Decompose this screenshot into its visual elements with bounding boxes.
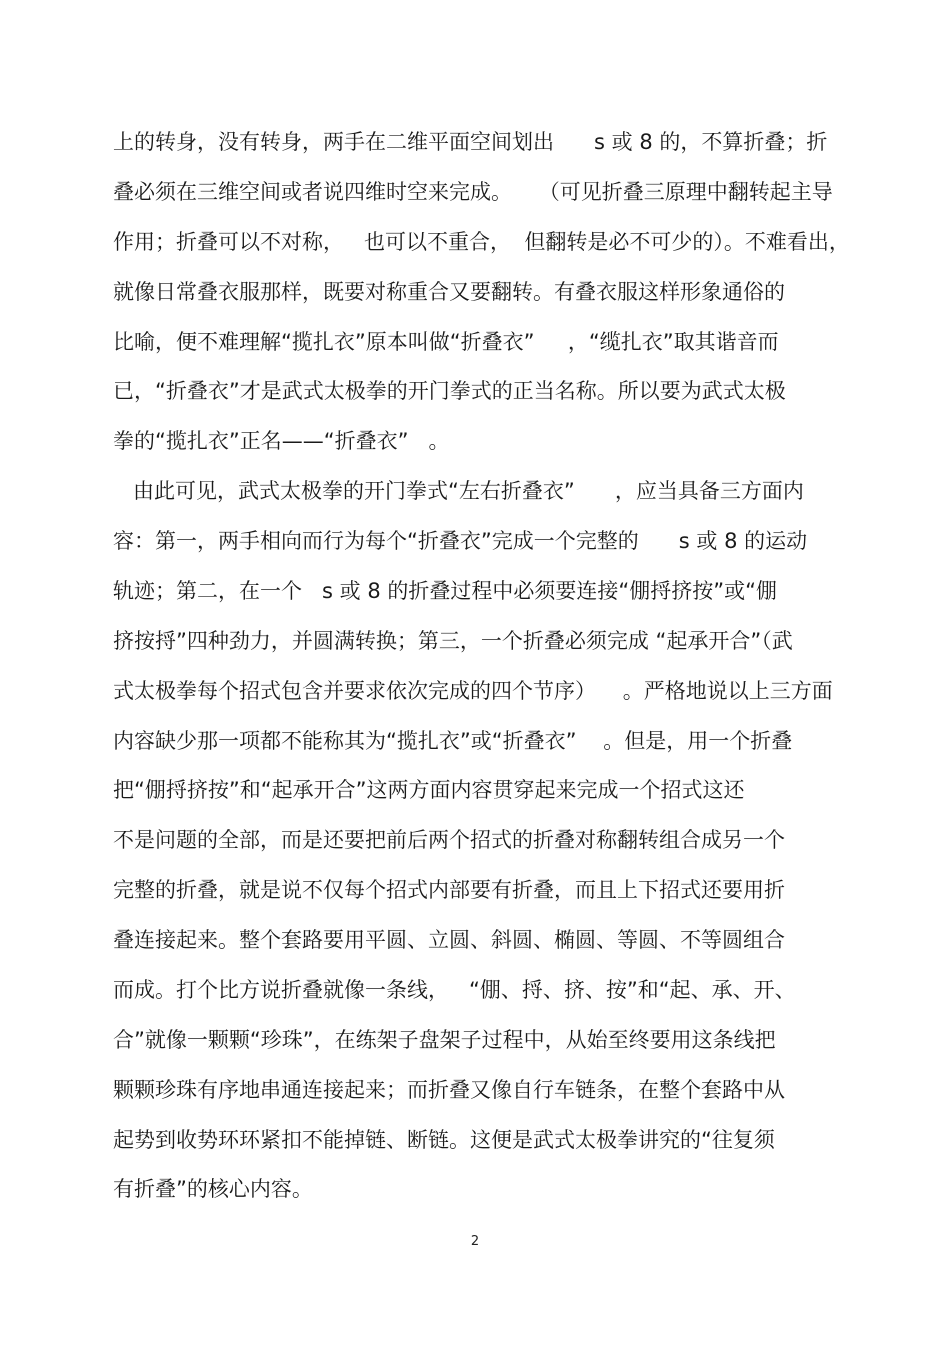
- text-line: 作用；折叠可以不对称， 也可以不重合， 但翻转是必不可少的）。不难看出，: [113, 230, 850, 254]
- text-line: 完整的折叠，就是说不仅每个招式内部要有折叠，而且上下招式还要用折: [113, 878, 785, 902]
- text-line: 合”就像一颗颗“珍珠”，在练架子盘架子过程中，从始至终要用这条线把: [113, 1028, 776, 1052]
- text-line: 比喻，便不难理解“揽扎衣”原本叫做“折叠衣” ，“缆扎衣”取其谐音而: [113, 330, 779, 354]
- text-line: 轨迹；第二，在一个 s 或 8 的折叠过程中必须要连接“倗捋挤按”或“倗: [113, 579, 777, 603]
- text-line: 拳的“揽扎衣”正名——“折叠衣” 。: [113, 429, 450, 453]
- text-line: 由此可见，武式太极拳的开门拳式“左右折叠衣” ，应当具备三方面内: [113, 479, 804, 503]
- text-line: 不是问题的全部，而是还要把前后两个招式的折叠对称翻转组合成另一个: [113, 828, 785, 852]
- text-line: 就像日常叠衣服那样，既要对称重合又要翻转。有叠衣服这样形象通俗的: [113, 280, 785, 304]
- text-line: 已，“折叠衣”才是武式太极拳的开门拳式的正当名称。所以要为武式太极: [113, 379, 786, 403]
- text-line: 起势到收势环环紧扣不能掉链、断链。这便是武式太极拳讲究的“往复须: [113, 1128, 775, 1152]
- text-line: 式太极拳每个招式包含并要求依次完成的四个节序） 。严格地说以上三方面: [113, 679, 833, 703]
- text-line: 内容缺少那一项都不能称其为“揽扎衣”或“折叠衣” 。但是，用一个折叠: [113, 729, 793, 753]
- page-number: 2: [470, 1234, 480, 1249]
- text-line: 挤按捋”四种劲力，并圆满转换；第三，一个折叠必须完成 “起承开合”（武: [113, 629, 793, 653]
- text-line: 容：第一，两手相向而行为每个“折叠衣”完成一个完整的 s 或 8 的运动: [113, 529, 808, 553]
- text-line: 有折叠”的核心内容。: [113, 1177, 313, 1201]
- text-line: 而成。打个比方说折叠就像一条线， “倗、捋、挤、按”和“起、承、开、: [113, 978, 796, 1002]
- text-line: 上的转身，没有转身，两手在二维平面空间划出 s 或 8 的，不算折叠；折: [113, 130, 828, 154]
- text-line: 把“倗捋挤按”和“起承开合”这两方面内容贯穿起来完成一个招式这还: [113, 778, 745, 802]
- text-line: 叠连接起来。整个套路要用平圆、立圆、斜圆、椭圆、等圆、不等圆组合: [113, 928, 785, 952]
- text-line: 颗颗珍珠有序地串通连接起来；而折叠又像自行车链条，在整个套路中从: [113, 1078, 785, 1102]
- text-line: 叠必须在三维空间或者说四维时空来完成。 （可见折叠三原理中翻转起主导: [113, 180, 833, 204]
